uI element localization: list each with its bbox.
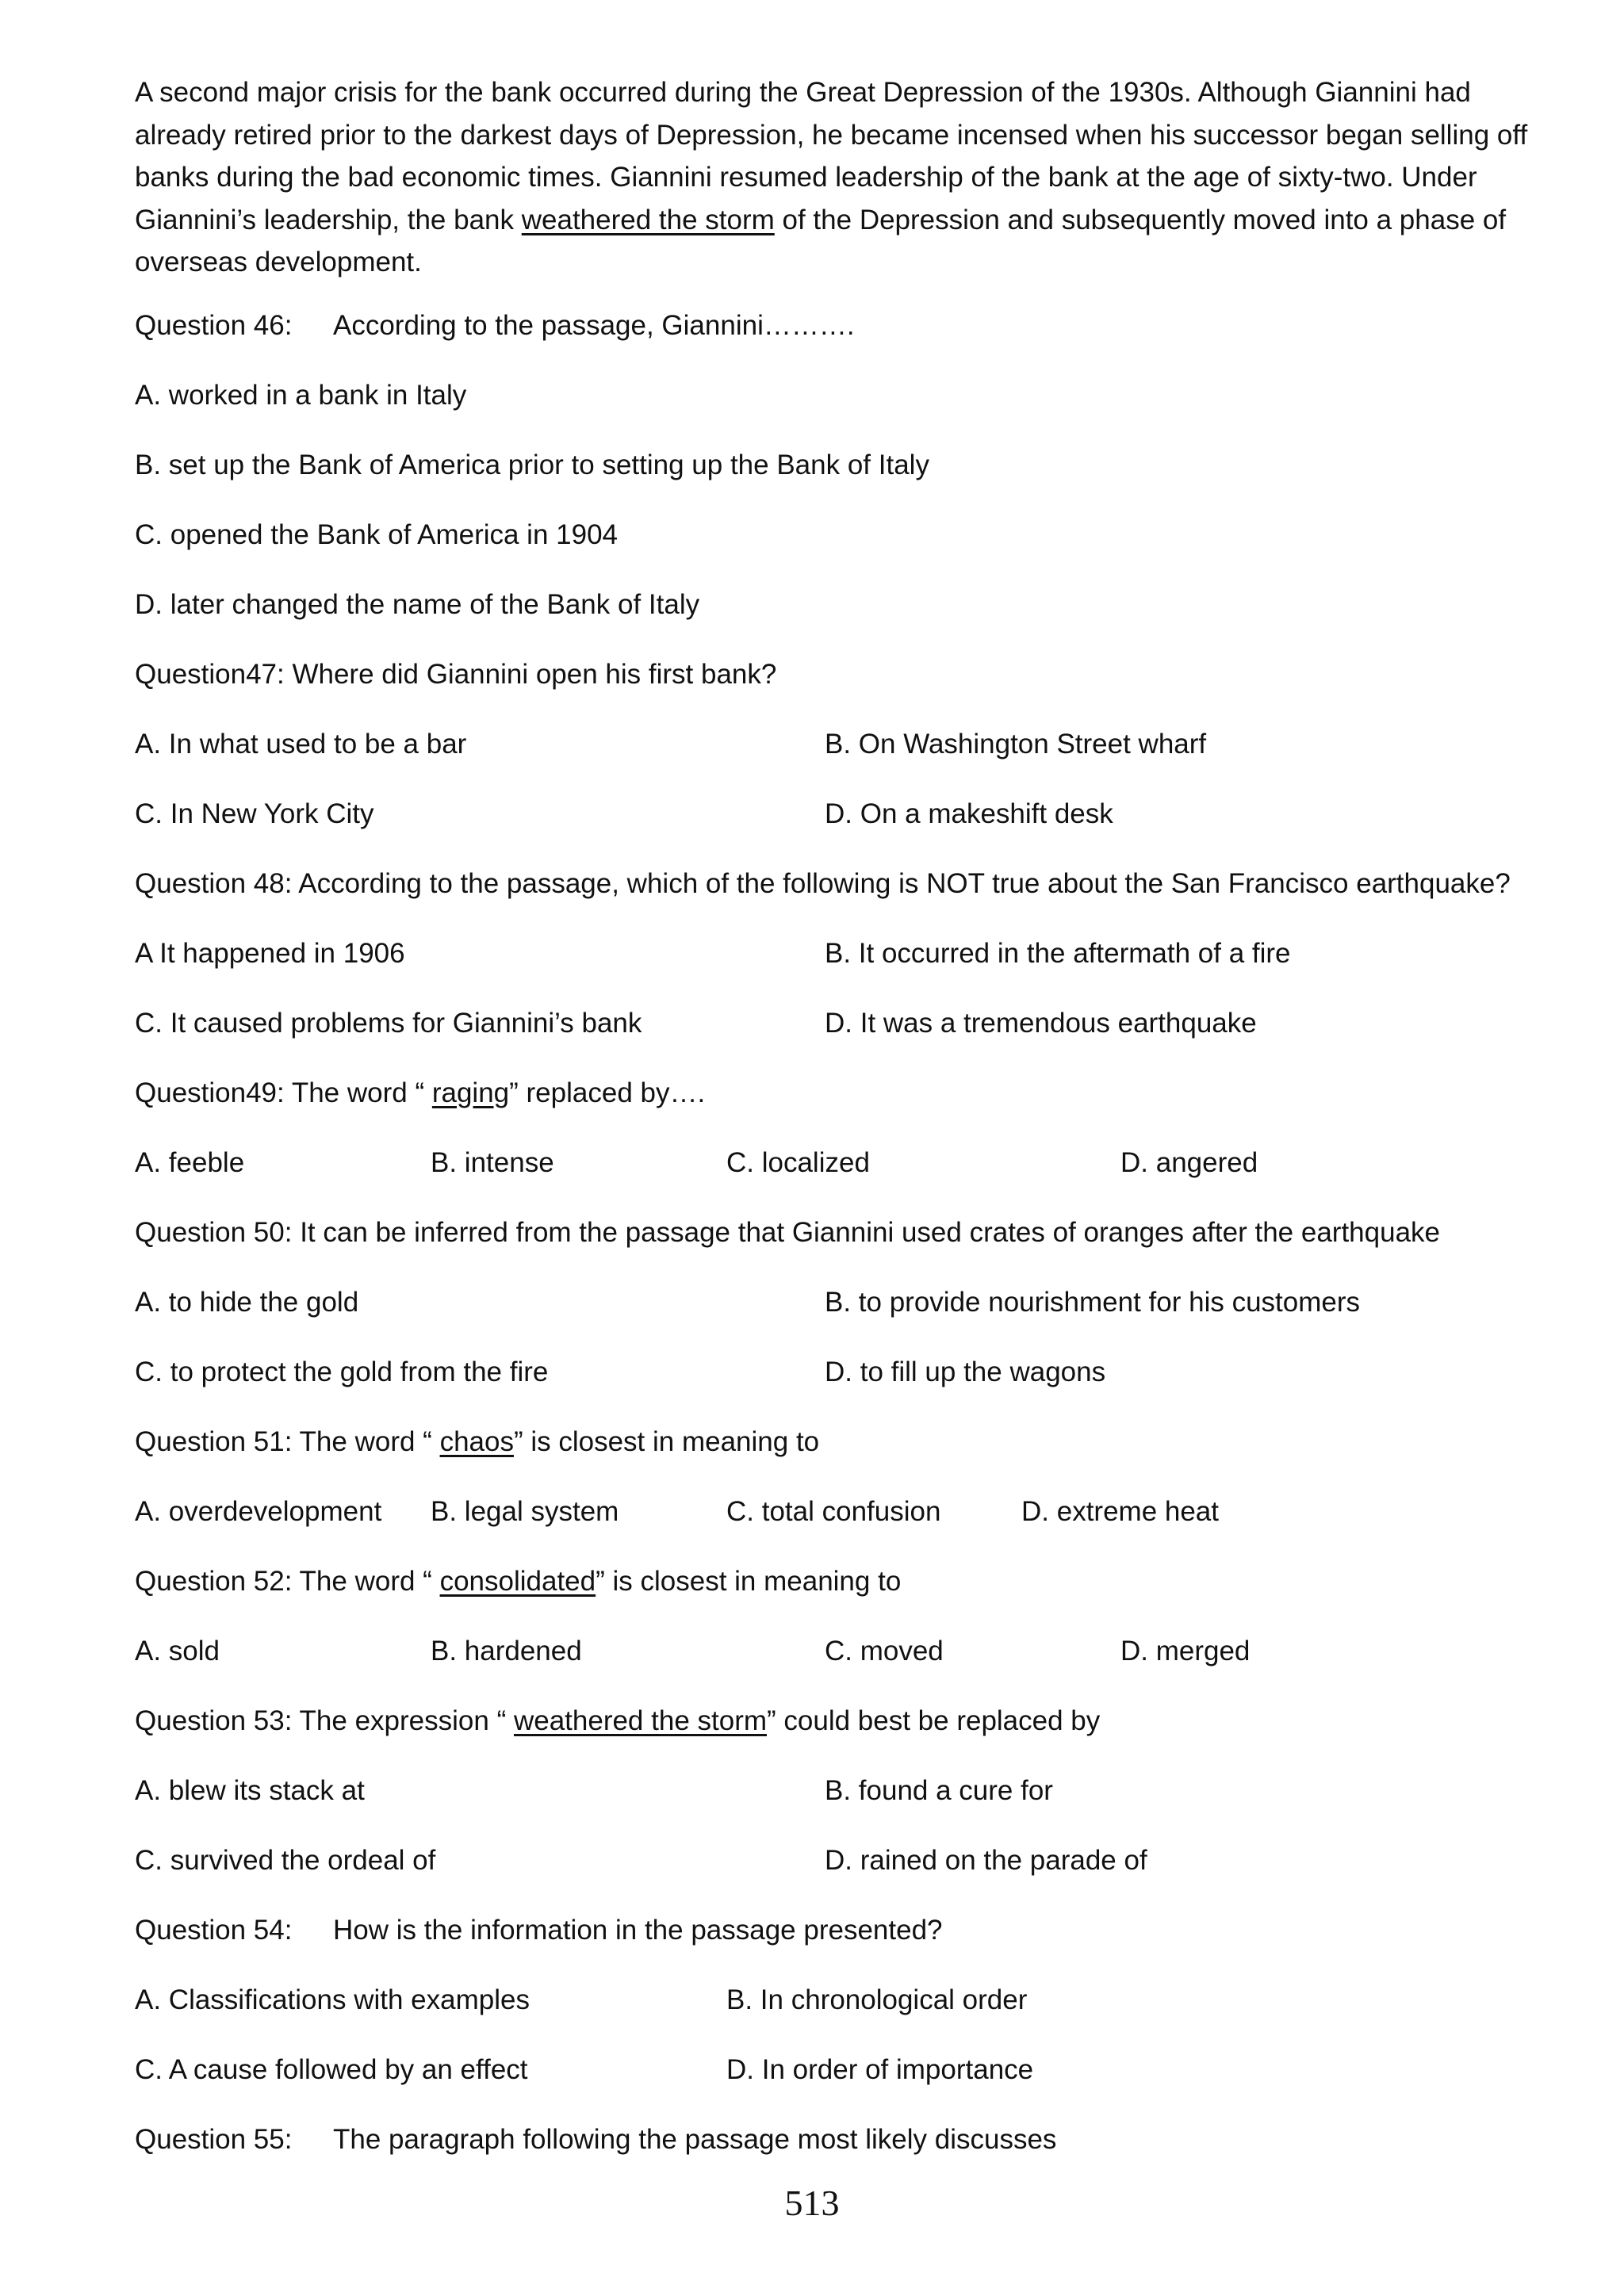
q50-options-cd [135, 1357, 1546, 1388]
q48-options-cd [135, 1008, 1546, 1039]
question-53 [135, 1705, 1546, 1737]
option-c: C. A cause followed by an effect [135, 2053, 528, 2085]
question-text: Question 52: The word “ [135, 1565, 440, 1597]
option-text: B. set up the Bank of America prior to setting up the Bank of Italy [135, 449, 929, 480]
question-label: Question 46: [135, 309, 293, 341]
option-b: B. to provide nourishment for his customers [825, 1286, 1361, 1318]
question-text-end: ” is closest in meaning to [513, 1425, 820, 1457]
option-d: D. In order of importance [726, 2053, 1034, 2085]
option-c: C. localized [726, 1146, 870, 1178]
option-d: D. On a makeshift desk [825, 798, 1113, 829]
option-a: A. sold [135, 1635, 220, 1667]
underlined-word: raging [431, 1077, 510, 1108]
option-d: D. rained on the parade of [825, 1844, 1147, 1876]
option-d: D. angered [1120, 1146, 1258, 1178]
q47-options-ab [135, 729, 1546, 760]
q53-options-cd [135, 1845, 1546, 1877]
passage-text: A second major crisis for the bank occurred during the Great Depression of the 1930s. Although Giannini had already retired prior to the darkest days of Depression, he became incensed when his successor began selling off banks during the bad economic times. Giannini resumed leadership of the bank at the age of sixty-two. Under Giannini’s leadership, the bank [135, 77, 1528, 235]
option-a: A. blew its stack at [135, 1774, 365, 1806]
option-b: B. hardened [431, 1635, 582, 1667]
underlined-word: consolidated [439, 1565, 596, 1597]
option-c: C. survived the ordeal of [135, 1844, 436, 1876]
option-a: A It happened in 1906 [135, 937, 405, 969]
option-a: A. Classifications with examples [135, 1984, 530, 2015]
option-b: B. intense [431, 1146, 554, 1178]
option-a: A. feeble [135, 1146, 245, 1178]
option-b: B. On Washington Street wharf [825, 728, 1207, 760]
question-52 [135, 1566, 1546, 1598]
option-d: D. to fill up the wagons [825, 1356, 1106, 1387]
option-c: C. to protect the gold from the fire [135, 1356, 549, 1387]
question-text-end: ” could best be replaced by [767, 1705, 1101, 1736]
q49-options [135, 1147, 1546, 1179]
passage-paragraph [135, 71, 1546, 284]
question-51 [135, 1426, 1546, 1458]
question-47 [135, 659, 1546, 691]
passage-text-end: of the Depression and subsequently moved into a phase of overseas development. [135, 204, 1507, 277]
question-text: According to the passage, Giannini………. [333, 309, 855, 341]
option-a: A. to hide the gold [135, 1286, 359, 1318]
option-a: A. overdevelopment [135, 1495, 382, 1527]
q50-options-ab [135, 1287, 1546, 1318]
q52-options [135, 1636, 1546, 1667]
page-number: 513 [784, 2183, 840, 2223]
question-50 [135, 1217, 1546, 1249]
question-54 [135, 1915, 1546, 1946]
q48-options-ab [135, 938, 1546, 970]
q53-options-ab [135, 1775, 1546, 1807]
question-label: Question 55: [135, 2123, 293, 2155]
underlined-word: chaos [439, 1425, 514, 1457]
underlined-word: weathered the storm [513, 1705, 768, 1736]
option-c: C. total confusion [726, 1495, 941, 1527]
option-b: B. In chronological order [726, 1984, 1028, 2015]
option-d: D. extreme heat [1021, 1495, 1219, 1527]
option-c: C. In New York City [135, 798, 374, 829]
question-text: Question 50: It can be inferred from the passage that Giannini used crates of oranges after the earthquake [135, 1216, 1441, 1248]
option-d: D. merged [1120, 1635, 1251, 1667]
question-text-end: ” replaced by…. [509, 1077, 706, 1108]
question-text: Question 48: According to the passage, which of the following is NOT true about the San Francisco earthquake? [135, 867, 1511, 899]
document-page [135, 71, 1546, 2194]
question-text: Question49: The word “ [135, 1077, 432, 1108]
question-49 [135, 1077, 1546, 1109]
question-text-end: ” is closest in meaning to [596, 1565, 902, 1597]
option-text: D. later changed the name of the Bank of Italy [135, 588, 700, 620]
q47-options-cd [135, 798, 1546, 830]
option-b: B. found a cure for [825, 1774, 1053, 1806]
question-55 [135, 2124, 1546, 2156]
question-48 [135, 868, 1546, 900]
q46-option-d [135, 589, 1546, 621]
option-text: A. worked in a bank in Italy [135, 379, 467, 411]
question-text: How is the information in the passage presented? [333, 1914, 943, 1946]
q46-option-c [135, 519, 1546, 551]
option-text: C. opened the Bank of America in 1904 [135, 519, 619, 550]
question-text: Question 51: The word “ [135, 1425, 440, 1457]
option-d: D. It was a tremendous earthquake [825, 1007, 1257, 1039]
question-text: Question47: Where did Giannini open his first bank? [135, 658, 777, 690]
option-c: C. It caused problems for Giannini’s bank [135, 1007, 642, 1039]
underlined-phrase: weathered the storm [521, 204, 775, 235]
option-b: B. legal system [431, 1495, 619, 1527]
q46-option-a [135, 380, 1546, 411]
option-c: C. moved [825, 1635, 944, 1667]
q54-options-ab [135, 1984, 1546, 2016]
option-b: B. It occurred in the aftermath of a fire [825, 937, 1291, 969]
q54-options-cd [135, 2054, 1546, 2086]
question-label: Question 54: [135, 1914, 293, 1946]
question-text: The paragraph following the passage most likely discusses [333, 2123, 1057, 2155]
question-46 [135, 310, 1546, 342]
option-a: A. In what used to be a bar [135, 728, 467, 760]
q51-options [135, 1496, 1546, 1528]
q46-option-b [135, 450, 1546, 481]
question-text: Question 53: The expression “ [135, 1705, 514, 1736]
